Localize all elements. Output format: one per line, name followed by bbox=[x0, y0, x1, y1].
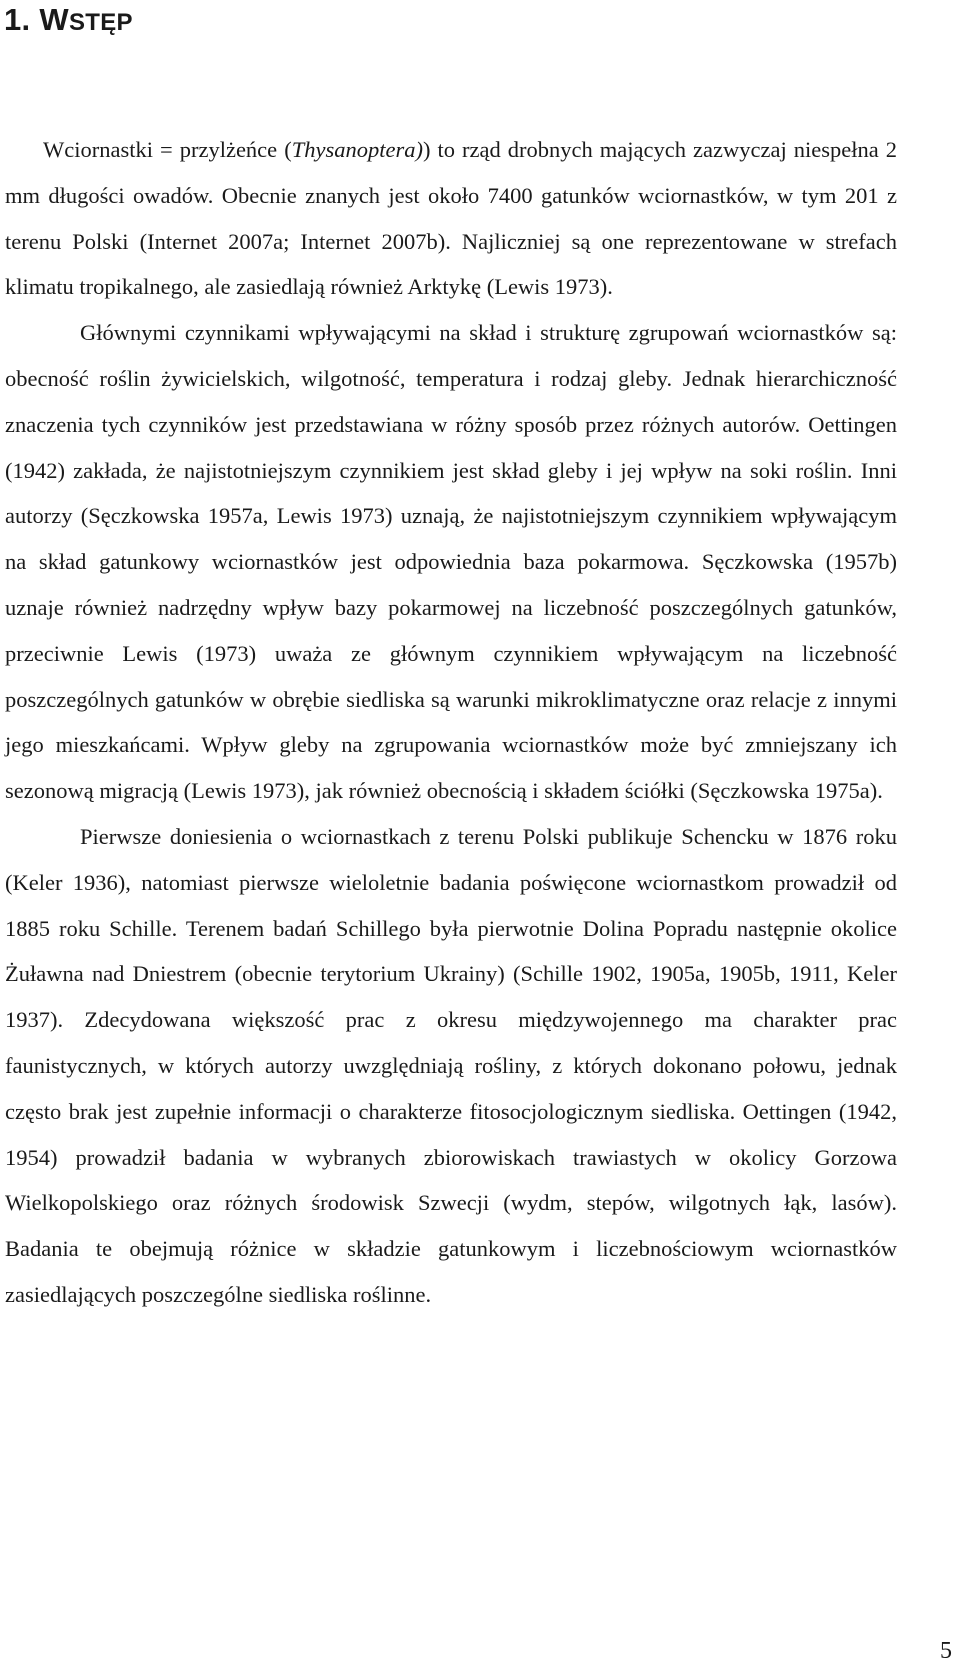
page-number: 5 bbox=[940, 1638, 952, 1664]
paragraph-intro bbox=[5, 127, 897, 310]
body-text bbox=[5, 127, 897, 1318]
paragraph-factors: Głównymi czynnikami wpływającymi na skład i strukturę zgrupowań wciornastków są: obecność roślin żywicielskich, wilgotność, temperatura i rodzaj gleby. Jednak hierarchiczność znaczenia tych czynników jest przedstawiana w różny sposób przez różnych autorów. Oettingen (1942) zakłada, że najistotniejszym czynnikiem jest skład gleby i jej wpływ na soki roślin. Inni autorzy (Sęczkowska 1957a, Lewis 1973) uznają, że najistotniejszym czynnikiem wpływającym na skład gatunkowy wciornastków jest odpowiednia baza pokarmowa. Sęczkowska (1957b) uznaje również nadrzędny wpływ bazy pokarmowej na liczebność poszczególnych gatunków, przeciwnie Lewis (1973) uważa ze głównym czynnikiem wpływającym na liczebność poszczególnych gatunków w obrębie siedliska są warunki mikroklimatyczne oraz relacje z innymi jego mieszkańcami. Wpływ gleby na zgrupowania wciornastków może być zmniejszany ich sezonową migracją (Lewis 1973), jak również obecnością i składem ściółki (Sęczkowska 1975a). bbox=[5, 320, 897, 804]
section-number: 1. bbox=[4, 2, 31, 37]
section-title-rest: STĘP bbox=[68, 9, 133, 36]
paragraph-intro-text-end: ) to rząd drobnych mających zazwyczaj niespełna 2 mm długości owadów. Obecnie znanych jest około 7400 gatunków wciornastków, w tym 201 z terenu Polski (Internet 2007a; Internet 2007b). Najliczniej są one reprezentowane w strefach klimatu tropikalnego, ale zasiedlają również Arktykę (Lewis 1973). bbox=[5, 137, 898, 300]
section-title-initial: W bbox=[39, 2, 69, 37]
paragraph-intro-text-start: Wciornastki = przylżeńce ( bbox=[43, 137, 292, 162]
paragraph-history: Pierwsze doniesienia o wciornastkach z terenu Polski publikuje Schencku w 1876 roku (Keler 1936), natomiast pierwsze wieloletnie badania poświęcone wciornastkom prowadził od 1885 roku Schille. Terenem badań Schillego była pierwotnie Dolina Popradu następnie okolice Żuławna nad Dniestrem (obecnie terytorium Ukrainy) (Schille 1902, 1905a, 1905b, 1911, Keler 1937). Zdecydowana większość prac z okresu międzywojennego ma charakter prac faunistycznych, w których autorzy uwzględniają rośliny, z których dokonano połowu, jednak często brak jest zupełnie informacji o charakterze fitosocjologicznym siedliska. Oettingen (1942, 1954) prowadził badania w wybranych zbiorowiskach trawiastych w okolicy Gorzowa Wielkopolskiego oraz różnych środowisk Szwecji (wydm, stepów, wilgotnych łąk, lasów). Badania te obejmują różnice w składzie gatunkowym i liczebnościowym wciornastków zasiedlających poszczególne siedliska roślinne. bbox=[5, 823, 897, 1307]
section-heading bbox=[4, 0, 133, 43]
latin-name: Thysanoptera) bbox=[291, 137, 423, 162]
